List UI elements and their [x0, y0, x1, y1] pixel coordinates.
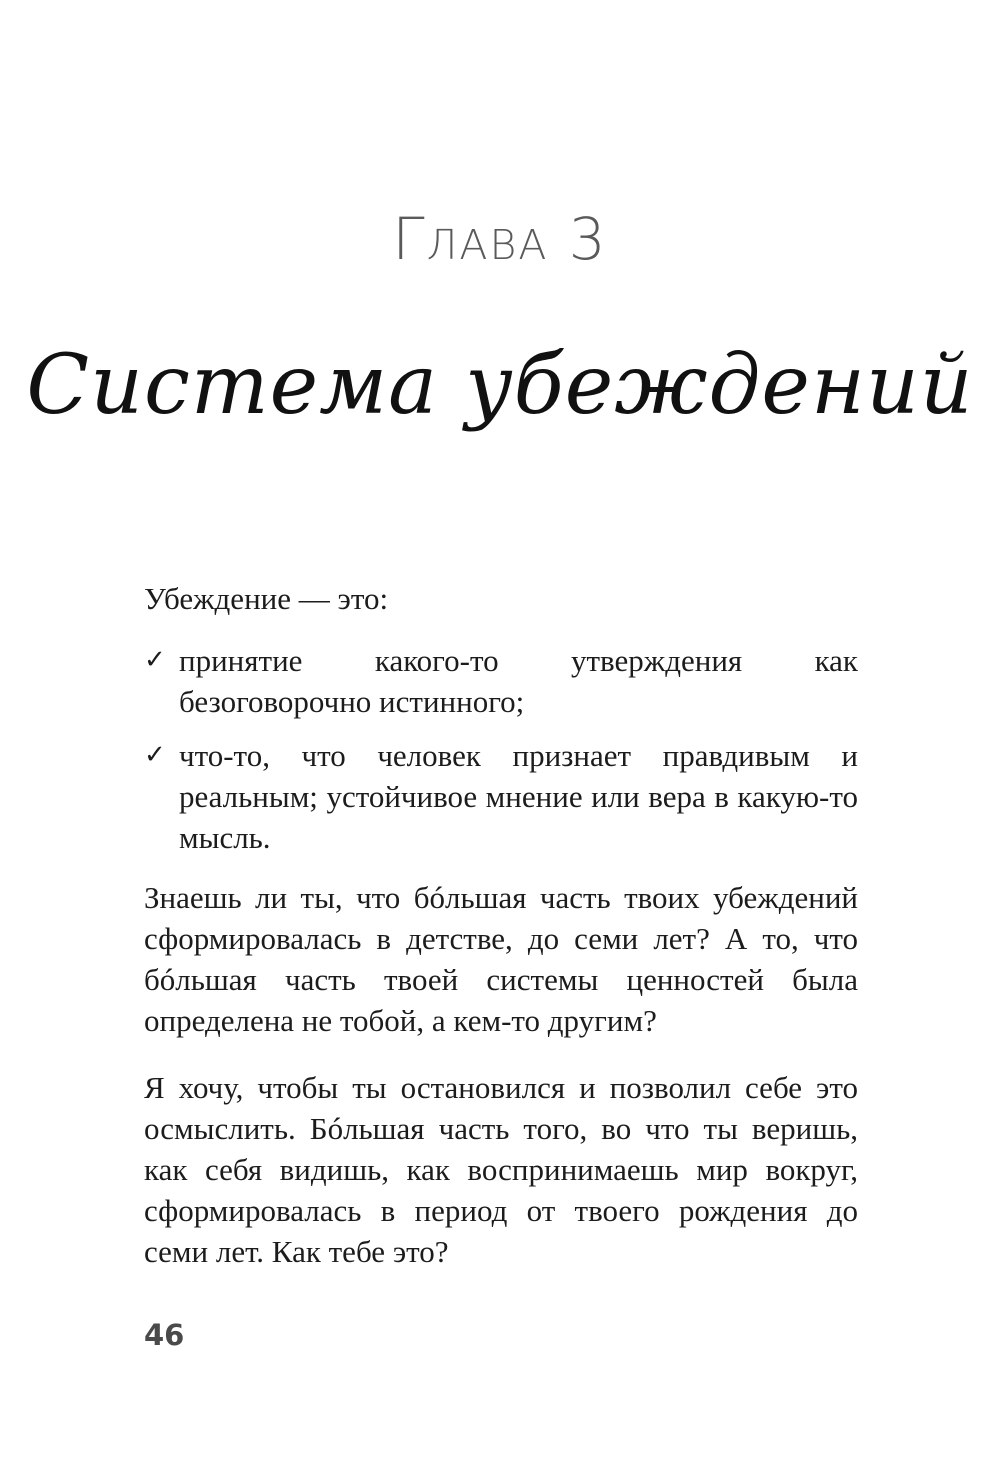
list-item-text: что-то, что человек признает правдивым и реальным; устойчивое мнение или вера в какую-то мысль. — [179, 738, 858, 855]
checkmark-icon: ✓ — [144, 645, 166, 675]
definition-intro: Убеждение — это: — [144, 581, 389, 616]
checkmark-icon: ✓ — [144, 740, 166, 770]
body-paragraph: Я хочу, чтобы ты остановился и позволил себе это осмыслить. Бóльшая часть того, во что ты веришь, как себя видишь, как воспринимаешь мир вокруг, сформировалась в период от твоего рождения до семи лет. Как тебе это? — [144, 1070, 858, 1269]
list-item — [144, 735, 858, 858]
list-item — [144, 640, 858, 722]
body-paragraph: Знаешь ли ты, что бóльшая часть твоих убеждений сформировалась в детстве, до семи лет? А то, что бóльшая часть твоей системы ценностей была определена не тобой, а кем-то другим? — [144, 880, 858, 1038]
page-number: 46 — [144, 1318, 185, 1352]
chapter-number: Глава 3 — [392, 205, 608, 273]
chapter-title: Система убеждений — [26, 338, 974, 433]
list-item-text: принятие какого-то утверждения как безоговорочно истинного; — [179, 643, 858, 719]
